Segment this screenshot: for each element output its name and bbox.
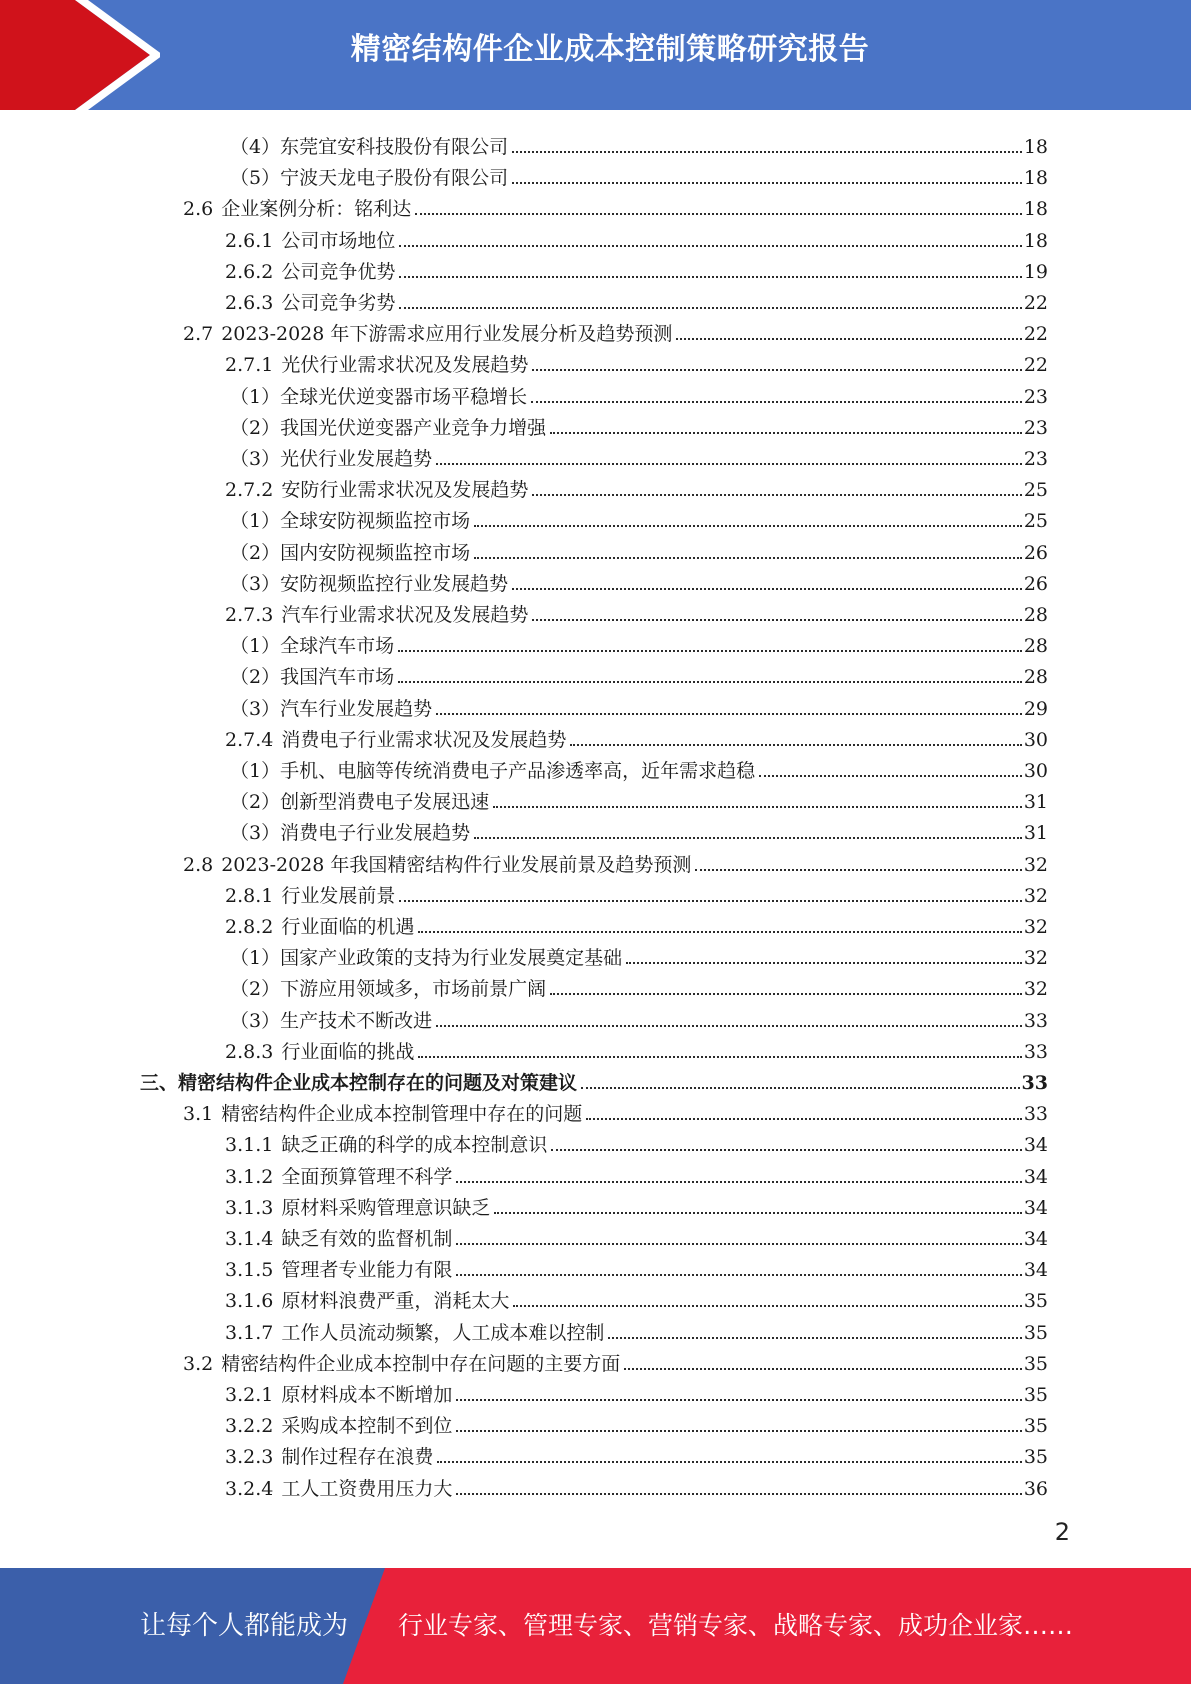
toc-entry-page: 18 [1023,136,1048,158]
toc-dot-leader [456,1274,1021,1276]
toc-entry-page: 30 [1023,760,1048,782]
toc-entry-label [225,1477,452,1501]
toc-entry-label [230,166,508,190]
toc-dot-leader [550,432,1022,434]
toc-entry-number: 2.7.2 [225,479,274,502]
toc-dot-leader [586,1118,1022,1120]
toc-entry[interactable] [225,222,1048,253]
toc-entry-page: 23 [1023,416,1048,439]
toc-entry[interactable] [230,502,1048,533]
toc-entry-number: （2） [230,541,281,564]
toc-entry-number: 2.6.2 [225,260,274,283]
toc-entry-title: 光伏行业需求状况及发展趋势 [281,354,529,377]
toc-entry-title: 原材料采购管理意识缺乏 [281,1196,491,1219]
toc-entry-label [230,541,470,565]
toc-entry-number: （1） [230,947,281,970]
toc-dot-leader [415,213,1022,215]
toc-entry-title: 行业面临的机遇 [281,916,415,938]
toc-entry-number: （2） [230,978,281,1001]
toc-entry-page: 18 [1023,167,1048,190]
toc-entry-label [183,197,411,221]
toc-entry-title: 安防行业需求状况及发展趋势 [281,479,529,502]
toc-entry-label [230,665,394,689]
toc-entry-number: 3.1.1 [225,1134,274,1157]
toc-entry[interactable] [230,690,1048,721]
toc-entry-number: 2.8.3 [225,1040,274,1063]
toc-entry-number: 2.6.1 [225,229,274,252]
toc-entry-number: 2.7.4 [225,728,274,751]
toc-dot-leader [626,962,1022,964]
toc-entry-page: 28 [1023,604,1048,626]
toc-entry-page: 23 [1023,448,1048,470]
toc-entry-number: 2.7 [183,323,214,346]
toc-entry-label [230,509,470,533]
toc-entry-title: 制作过程存在浪费 [281,1446,434,1469]
toc-entry-number: （1） [230,510,281,533]
footer-slogan-left: 让每个人都能成为 [140,1611,349,1641]
toc-dot-leader [399,307,1021,309]
toc-entry-number: 三、 [140,1072,179,1094]
toc-entry-number: 2.7.1 [225,354,274,377]
toc-entry-title: 行业发展前景 [281,884,396,907]
toc-dot-leader [532,494,1021,496]
toc-entry-title: 2023-2028 年我国精密结构件行业发展前景及趋势预测 [221,853,692,876]
toc-entry[interactable] [225,1033,1048,1064]
toc-dot-leader [532,619,1021,621]
toc-entry[interactable] [225,1220,1048,1251]
toc-entry-page: 35 [1023,1415,1048,1438]
toc-entry-page: 35 [1023,1446,1048,1469]
toc-dot-leader [399,276,1021,278]
toc-entry[interactable] [225,877,1048,908]
toc-entry-page: 32 [1023,978,1048,1001]
toc-entry[interactable] [230,1002,1048,1033]
toc-dot-leader [570,744,1021,746]
toc-entry[interactable] [225,1189,1048,1220]
toc-entry[interactable] [225,346,1048,377]
toc-dot-leader [456,1399,1021,1401]
toc-dot-leader [418,1056,1021,1058]
toc-entry-label [230,572,508,596]
toc-entry-page: 25 [1023,479,1048,502]
toc-entry-page: 32 [1023,916,1048,938]
toc-entry[interactable] [140,1064,1048,1095]
toc-dot-leader [436,1025,1022,1027]
toc-entry-title: 手机、电脑等传统消费电子产品渗透率高，近年需求趋稳 [280,760,756,782]
toc-dot-leader [456,1243,1021,1245]
toc-entry-page: 36 [1023,1477,1048,1500]
toc-entry-label [225,291,395,315]
toc-dot-leader [437,1461,1021,1463]
toc-entry-number: （4） [230,136,281,158]
toc-entry-label [230,634,394,658]
toc-dot-leader [512,182,1022,184]
toc-entry-label [230,385,527,409]
toc-entry-number: 3.2.1 [225,1384,274,1406]
toc-entry-title: 全球光伏逆变器市场平稳增长 [280,385,528,408]
toc-entry[interactable] [230,970,1048,1001]
toc-entry-number: 3.1.5 [225,1259,274,1282]
toc-entry-page: 19 [1023,260,1048,283]
toc-dot-leader [399,900,1021,902]
toc-entry-label [225,1133,547,1157]
page-number: 2 [1054,1518,1070,1546]
toc-entry[interactable] [225,1314,1048,1345]
toc-entry-page: 30 [1023,728,1048,751]
toc-dot-leader [436,713,1022,715]
toc-entry-label [225,1289,509,1313]
toc-entry-label [225,1258,452,1282]
toc-entry[interactable] [230,627,1048,658]
toc-dot-leader [551,1149,1021,1151]
toc-entry-number: 3.2 [183,1352,214,1375]
toc-entry-title: 精密结构件企业成本控制存在的问题及对策建议 [178,1072,578,1094]
toc-entry-page: 26 [1023,572,1048,595]
toc-entry[interactable] [230,409,1048,440]
toc-entry-label [183,322,672,346]
page-footer [0,1568,1191,1684]
toc-entry-number: 2.8.2 [225,916,274,938]
toc-entry[interactable] [225,1126,1048,1157]
toc-dot-leader [608,1337,1021,1339]
toc-entry-page: 35 [1023,1384,1048,1406]
toc-entry[interactable] [183,315,1048,346]
toc-entry-title: 全面预算管理不科学 [281,1165,453,1188]
toc-entry[interactable] [225,1158,1048,1189]
toc-entry-title: 消费电子行业发展趋势 [280,822,471,845]
toc-entry-title: 我国汽车市场 [280,666,395,689]
toc-dot-leader [512,151,1022,153]
toc-entry-label [225,353,528,377]
toc-entry-title: 光伏行业发展趋势 [280,448,433,470]
toc-entry-page: 22 [1023,323,1048,346]
toc-entry-label [225,260,395,284]
toc-entry-page: 35 [1023,1321,1048,1344]
toc-entry-number: （2） [230,791,281,814]
toc-entry-label [225,1445,433,1469]
toc-entry-page: 33 [1023,1009,1048,1032]
toc-entry-number: （3） [230,697,281,720]
toc-entry-page: 34 [1023,1196,1048,1219]
toc-dot-leader [456,1430,1021,1432]
toc-entry-number: （2） [230,666,281,689]
header-chevron-decoration [0,0,160,110]
toc-entry-title: 我国光伏逆变器产业竞争力增强 [280,416,547,439]
toc-entry[interactable] [230,440,1048,471]
toc-entry-title: 全球汽车市场 [280,635,395,658]
toc-entry-number: 2.6.3 [225,292,274,314]
toc-entry-label [230,135,508,159]
toc-entry-title: 原材料成本不断增加 [281,1384,453,1406]
toc-entry[interactable] [230,378,1048,409]
toc-entry[interactable] [230,534,1048,565]
toc-entry-label [183,1102,582,1126]
toc-dot-leader [398,681,1022,683]
toc-entry-page: 34 [1023,1165,1048,1188]
toc-entry-title: 东莞宜安科技股份有限公司 [280,136,509,158]
toc-entry-page: 34 [1023,1259,1048,1282]
toc-entry-number: （3） [230,572,281,595]
toc-entry[interactable] [225,253,1048,284]
toc-entry-title: 汽车行业发展趋势 [280,697,433,720]
toc-entry-title: 下游应用领域多，市场前景广阔 [280,978,547,1001]
toc-dot-leader [695,869,1021,871]
toc-entry[interactable] [183,1345,1048,1376]
toc-entry[interactable] [230,783,1048,814]
toc-entry[interactable] [225,471,1048,502]
toc-entry-page: 18 [1023,198,1048,221]
toc-entry-label [225,478,528,502]
toc-entry[interactable] [183,1095,1048,1126]
toc-entry-title: 管理者专业能力有限 [281,1259,453,1282]
footer-slogan-right: 行业专家、管理专家、营销专家、战略专家、成功企业家…… [398,1611,1074,1640]
toc-dot-leader [399,245,1021,247]
toc-dot-leader [436,463,1022,465]
toc-dot-leader [493,806,1022,808]
toc-entry[interactable] [230,658,1048,689]
toc-entry-label [225,603,528,627]
toc-entry[interactable] [225,1251,1048,1282]
toc-entry-label [225,1227,452,1251]
toc-entry-label [225,1165,452,1189]
toc-entry[interactable] [230,814,1048,845]
toc-entry-label [230,1009,432,1033]
toc-entry[interactable] [225,1470,1048,1501]
toc-entry-title: 国家产业政策的支持为行业发展奠定基础 [280,947,623,970]
toc-entry-page: 34 [1023,1134,1048,1157]
toc-entry-number: 3.2.2 [225,1415,274,1438]
toc-entry-label [230,977,546,1001]
toc-entry-page: 34 [1023,1228,1048,1250]
toc-entry-page: 33 [1023,1103,1048,1126]
toc-dot-leader [418,931,1021,933]
toc-dot-leader [474,525,1022,527]
page-header [0,0,1191,110]
toc-entry-label [225,728,566,752]
toc-entry-label [230,416,546,440]
toc-entry[interactable] [225,908,1048,939]
toc-entry-label [230,946,622,970]
toc-entry-number: 3.2.4 [225,1477,274,1500]
toc-entry-number: 2.7.3 [225,604,274,626]
toc-dot-leader [456,1493,1021,1495]
toc-entry-page: 28 [1023,635,1048,658]
toc-entry-page: 28 [1023,666,1048,689]
document-title: 精密结构件企业成本控制策略研究报告 [350,32,870,67]
toc-entry-page: 33 [1023,1040,1048,1063]
toc-entry[interactable] [225,1438,1048,1469]
toc-entry-page: 22 [1023,354,1048,377]
toc-dot-leader [550,993,1022,995]
toc-entry-title: 采购成本控制不到位 [281,1415,453,1438]
toc-entry-title: 工作人员流动频繁，人工成本难以控制 [281,1321,605,1344]
toc-entry-number: 3.1.2 [225,1165,274,1188]
toc-entry-title: 原材料浪费严重，消耗太大 [281,1290,510,1313]
toc-entry-number: 3.1.3 [225,1196,274,1219]
toc-entry-title: 安防视频监控行业发展趋势 [280,572,509,595]
toc-entry-title: 公司竞争优势 [281,260,396,283]
toc-entry-label [183,853,691,877]
toc-entry-title: 精密结构件企业成本控制管理中存在的问题 [221,1103,583,1126]
toc-entry-title: 行业面临的挑战 [281,1040,415,1063]
toc-entry-title: 宁波天龙电子股份有限公司 [280,167,509,190]
toc-dot-leader [474,557,1022,559]
toc-entry-number: （3） [230,1009,281,1032]
toc-entry-label [225,1196,490,1220]
toc-entry-label [230,821,470,845]
toc-dot-leader [512,588,1022,590]
toc-entry-page: 35 [1023,1352,1048,1375]
toc-entry-label [225,1321,604,1345]
toc-entry-label [225,915,414,939]
toc-entry[interactable] [183,846,1048,877]
toc-entry-number: （1） [230,635,281,658]
toc-dot-leader [676,338,1021,340]
toc-entry-label [230,447,432,471]
toc-dot-leader [456,1181,1021,1183]
toc-entry-page: 32 [1023,947,1048,970]
toc-entry-number: 2.8.1 [225,884,274,907]
toc-entry[interactable] [230,128,1048,159]
toc-entry-title: 缺乏有效的监督机制 [281,1228,453,1250]
toc-entry-title: 生产技术不断改进 [280,1009,433,1032]
toc-entry-label [225,229,395,253]
toc-entry[interactable] [225,1407,1048,1438]
toc-entry-title: 企业案例分析：铭利达 [221,198,412,221]
toc-entry-title: 2023-2028 年下游需求应用行业发展分析及趋势预测 [221,323,673,346]
toc-entry-label [225,884,395,908]
toc-entry-label [225,1383,452,1407]
toc-entry-number: （2） [230,416,281,439]
toc-entry-page: 31 [1023,791,1048,814]
toc-entry-page: 29 [1023,697,1048,720]
toc-entry-number: 3.2.3 [225,1446,274,1469]
toc-entry-label [230,697,432,721]
toc-entry-title: 工人工资费用压力大 [281,1477,453,1500]
toc-entry-label [230,759,755,783]
toc-dot-leader [759,775,1022,777]
toc-entry-page: 25 [1023,510,1048,533]
toc-dot-leader [494,1212,1021,1214]
toc-entry[interactable] [225,1376,1048,1407]
toc-entry-label [225,1414,452,1438]
toc-entry-page: 18 [1023,229,1048,252]
toc-entry-title: 缺乏正确的科学的成本控制意识 [281,1134,548,1157]
toc-entry[interactable] [225,721,1048,752]
toc-entry-title: 创新型消费电子发展迅速 [280,791,490,814]
toc-entry-number: （5） [230,167,281,190]
toc-entry-label [140,1071,577,1095]
toc-entry-number: 2.8 [183,853,214,876]
toc-entry-number: 3.1.4 [225,1228,274,1250]
toc-dot-leader [624,1368,1022,1370]
toc-entry-title: 汽车行业需求状况及发展趋势 [281,604,529,626]
toc-entry[interactable] [230,565,1048,596]
toc-entry-title: 全球安防视频监控市场 [280,510,471,533]
toc-dot-leader [398,650,1022,652]
toc-entry-number: 3.1.7 [225,1321,274,1344]
toc-entry-title: 公司市场地位 [281,229,396,252]
toc-entry-title: 公司竞争劣势 [281,292,396,314]
toc-entry-number: 2.6 [183,198,214,221]
toc-entry-page: 33 [1021,1072,1048,1094]
toc-dot-leader [474,837,1022,839]
toc-entry-label [183,1352,620,1376]
toc-dot-leader [513,1305,1021,1307]
toc-entry-label [225,1040,414,1064]
toc-entry-page: 22 [1023,292,1048,314]
toc-entry-page: 32 [1023,884,1048,907]
toc-entry[interactable] [225,1282,1048,1313]
toc-entry-page: 26 [1023,541,1048,564]
toc-entry[interactable] [230,159,1048,190]
toc-entry-label [230,790,489,814]
toc-entry-page: 31 [1023,822,1048,845]
toc-entry-page: 23 [1023,385,1048,408]
toc-dot-leader [532,369,1021,371]
toc-entry-page: 32 [1023,853,1048,876]
toc-dot-leader [531,401,1022,403]
toc-entry-number: （1） [230,385,281,408]
toc-entry[interactable] [225,284,1048,315]
toc-entry-number: （1） [230,760,281,782]
toc-entry[interactable] [230,752,1048,783]
toc-entry-number: （3） [230,448,281,470]
toc-entry[interactable] [183,190,1048,221]
toc-entry-title: 精密结构件企业成本控制中存在问题的主要方面 [221,1352,621,1375]
toc-entry-title: 消费电子行业需求状况及发展趋势 [281,728,567,751]
toc-dot-leader [581,1087,1020,1089]
toc-entry[interactable] [225,596,1048,627]
toc-entry-title: 国内安防视频监控市场 [280,541,471,564]
toc-entry-page: 35 [1023,1290,1048,1313]
toc-entry[interactable] [230,939,1048,970]
toc-entry-number: 3.1.6 [225,1290,274,1313]
toc-entry-number: （3） [230,822,281,845]
toc-entry-number: 3.1 [183,1103,214,1126]
